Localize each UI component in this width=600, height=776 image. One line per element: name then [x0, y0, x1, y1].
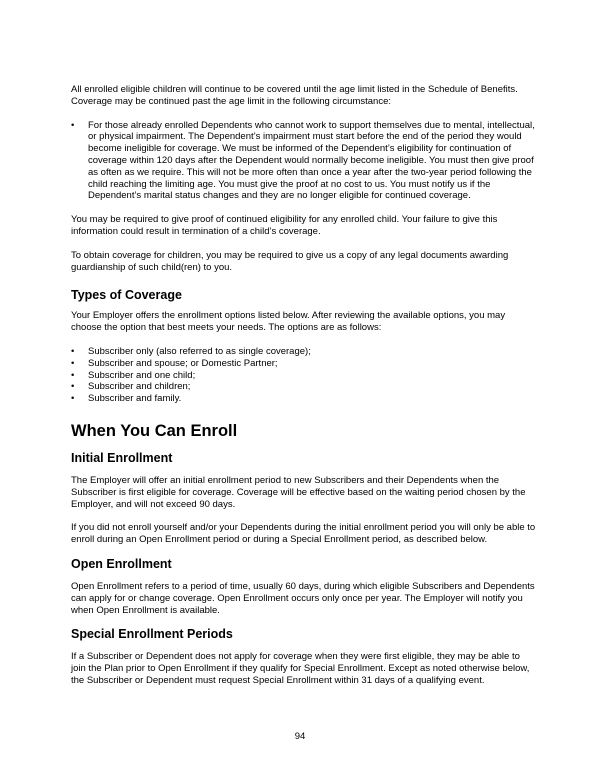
bullet-icon: • [71, 119, 75, 131]
special-enrollment-paragraph: If a Subscriber or Dependent does not apply for coverage when they were first eligible, they may be able to join the Plan prior to Open Enrollment if they qualify for Special Enrollment. Except as noted otherwise below, the Subscriber or Dependent must request Special Enrollment within 31 days of a qualifying event. [71, 651, 530, 686]
initial-enrollment-paragraph-2: If you did not enroll yourself and/or your Dependents during the initial enrollment period you will only be able to enroll during an Open Enrollment period or during a Special Enrollment period, as described below. [71, 522, 536, 546]
when-you-can-enroll-heading: When You Can Enroll [71, 421, 238, 440]
special-enrollment-heading: Special Enrollment Periods [71, 627, 233, 642]
intro-paragraph-1: All enrolled eligible children will continue to be covered until the age limit listed in the Schedule of Benefits. Coverage may be continued past the age limit in the following circumstance: [71, 84, 518, 107]
intro-paragraph-2: You may be required to give proof of continued eligibility for any enrolled child. Your failure to give this information could result in termination of a child’s coverage. [71, 214, 498, 237]
continuation-bullet-text: For those already enrolled Dependents who cannot work to support themselves due to mental, intellectual, or physical impairment. The Dependent’s impairment must start before the end of the period they would become ineligible for coverage. We must be informed of the Dependent’s eligibility for continuation of coverage within 120 days after the Dependent would normally become ineligible. You must then give proof as often as we require. This will not be more often than once a year after the two-year period following the child reaching the limiting age. You must give the proof at no cost to us. You must notify us if the Dependent’s marital status changes and they are no longer eligible for continued coverage. [88, 119, 535, 202]
coverage-options-list [71, 346, 537, 405]
bullet-icon: • [71, 393, 75, 405]
bullet-icon: • [71, 345, 75, 357]
coverage-option: • Subscriber and children; [71, 381, 191, 393]
bullet-icon: • [71, 369, 75, 381]
page-number: 94 [294, 731, 306, 742]
bullet-icon: • [71, 381, 75, 393]
initial-enrollment-heading: Initial Enrollment [71, 450, 173, 465]
open-enrollment-paragraph: Open Enrollment refers to a period of time, usually 60 days, during which eligible Subscribers and Dependents can apply for or change coverage. Open Enrollment occurs only once per year. The Employer will notify you when Open Enrollment is available. [71, 580, 535, 616]
initial-enrollment-paragraph-1: The Employer will offer an initial enrollment period to new Subscribers and their Dependents when the Subscriber is first eligible for coverage. Coverage will be effective based on the waiting period chosen by the Employer, and will not exceed 90 days. [71, 474, 526, 510]
types-of-coverage-heading: Types of Coverage [71, 288, 182, 303]
document-body [71, 84, 537, 687]
continuation-bullet [71, 120, 537, 203]
coverage-option: • Subscriber and family. [71, 393, 182, 405]
coverage-option: • Subscriber and spouse; or Domestic Partner; [71, 357, 278, 369]
open-enrollment-heading: Open Enrollment [71, 556, 172, 571]
intro-paragraph-3: To obtain coverage for children, you may be required to give us a copy of any legal documents awarding guardianship of such child(ren) to you. [71, 249, 509, 273]
coverage-option: • Subscriber and one child; [71, 369, 196, 381]
coverage-option: • Subscriber only (also referred to as single coverage); [71, 345, 311, 357]
bullet-icon: • [71, 357, 75, 369]
types-of-coverage-text: Your Employer offers the enrollment options listed below. After reviewing the available options, you may choose the option that best meets your needs. The options are as follows: [71, 310, 506, 334]
